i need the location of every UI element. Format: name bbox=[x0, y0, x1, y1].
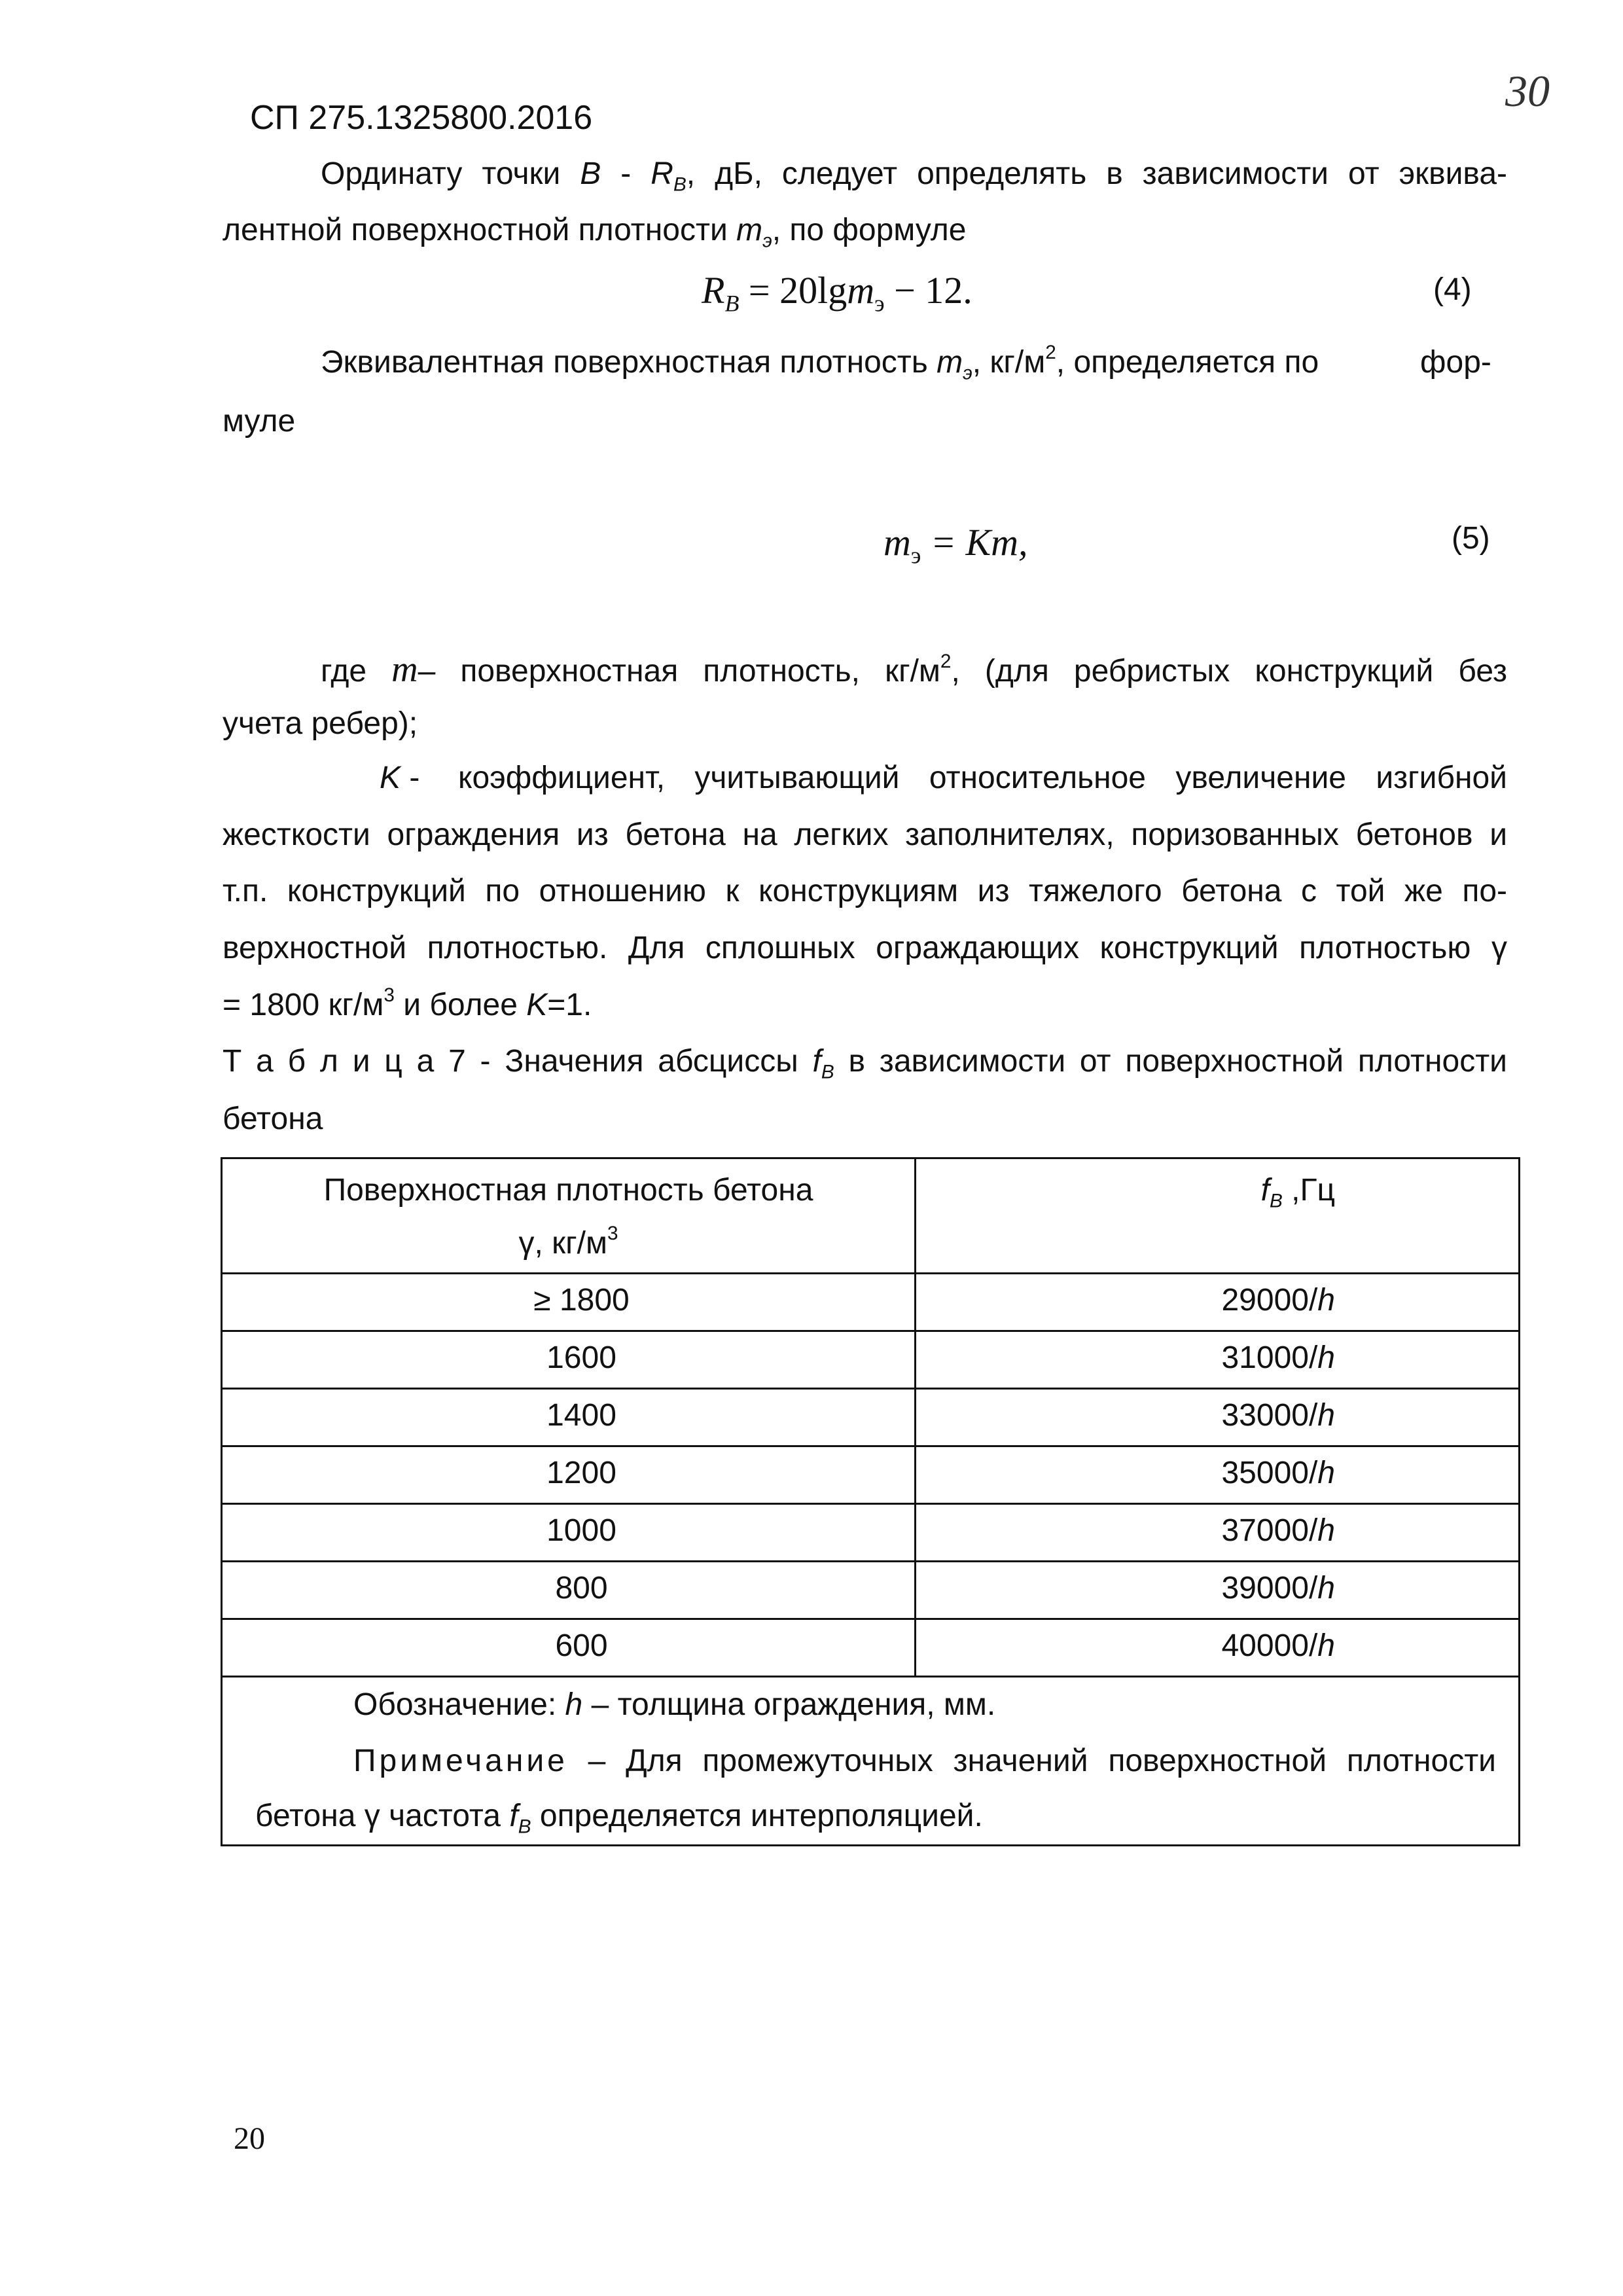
note-line1: Примечание – Для промежуточных значений поверхностной плотности bbox=[353, 1744, 1496, 1778]
para2-line2: муле bbox=[223, 404, 296, 439]
table-header-row bbox=[222, 1158, 1520, 1274]
table-note-row bbox=[222, 1677, 1520, 1846]
table-row: 600 40000/h bbox=[222, 1619, 1520, 1677]
note-line2: бетона γ частота $f_B$ определяется интерполяцией. bbox=[255, 1799, 983, 1838]
where-line2: учета ребер); bbox=[223, 706, 418, 741]
document-code: СП 275.1325800.2016 bbox=[250, 99, 593, 137]
table-row: 1600 31000/h bbox=[222, 1331, 1520, 1389]
column-header-frequency: $f_B$ ,Гц bbox=[916, 1158, 1520, 1274]
para1-line1: Ординату точки B - $R_B$, дБ, следует определять в зависимости от эквива- bbox=[321, 156, 1508, 196]
k-line2: жесткости ограждения из бетона на легких заполнителях, поризованных бетонов и bbox=[223, 817, 1507, 852]
handwritten-page-mark: 30 bbox=[1505, 66, 1550, 116]
where-line1: где m– поверхностная плотность, $кг/м^2$, (для ребристых конструкций без bbox=[321, 649, 1507, 690]
para1-line2: лентной поверхностной плотности $m_э$, по формуле bbox=[223, 213, 967, 252]
page-number: 20 bbox=[234, 2121, 265, 2156]
table-row: 1000 37000/h bbox=[222, 1504, 1520, 1562]
k-line5: = 1800 $кг/м^3$ и более K=1. bbox=[223, 984, 592, 1022]
note-designation: Обозначение: h – толщина ограждения, мм. bbox=[353, 1687, 996, 1722]
equation-number-5: (5) bbox=[1452, 521, 1490, 556]
table-row: 1400 33000/h bbox=[222, 1389, 1520, 1446]
table-row: 1200 35000/h bbox=[222, 1446, 1520, 1504]
table-row: ≥ 1800 29000/h bbox=[222, 1274, 1520, 1331]
formula-5: $m_э = Km$, bbox=[883, 521, 1028, 569]
k-line1: коэффициент, учитывающий относительное увеличение изгибной bbox=[458, 761, 1507, 795]
column-header-density: Поверхностная плотность бетона γ, $кг/м^3$ bbox=[222, 1158, 916, 1274]
k-symbol: K - bbox=[380, 761, 420, 795]
para2-line1: Эквивалентная поверхностная плотность $m_э$, $кг/м^2$, определяется по bbox=[321, 341, 1319, 384]
formula-4: $R_B = 20\lg m_э - 12$. bbox=[702, 269, 972, 317]
table-caption-line1: Т а б л и ц а 7 - Значения абсциссы $f_B$ в зависимости от поверхностной плотности bbox=[223, 1044, 1507, 1083]
table-caption-line2: бетона bbox=[223, 1102, 323, 1136]
table-note bbox=[222, 1677, 1520, 1846]
k-line4: верхностной плотностью. Для сплошных ограждающих конструкций плотностью γ bbox=[223, 931, 1507, 965]
para2-hyphenated-word: фор- bbox=[1420, 345, 1491, 380]
equation-number-4: (4) bbox=[1433, 272, 1472, 307]
density-frequency-table bbox=[221, 1157, 1520, 1846]
k-line3: т.п. конструкций по отношению к конструкциям из тяжелого бетона с той же по- bbox=[223, 874, 1507, 908]
table-row: 800 39000/h bbox=[222, 1562, 1520, 1619]
